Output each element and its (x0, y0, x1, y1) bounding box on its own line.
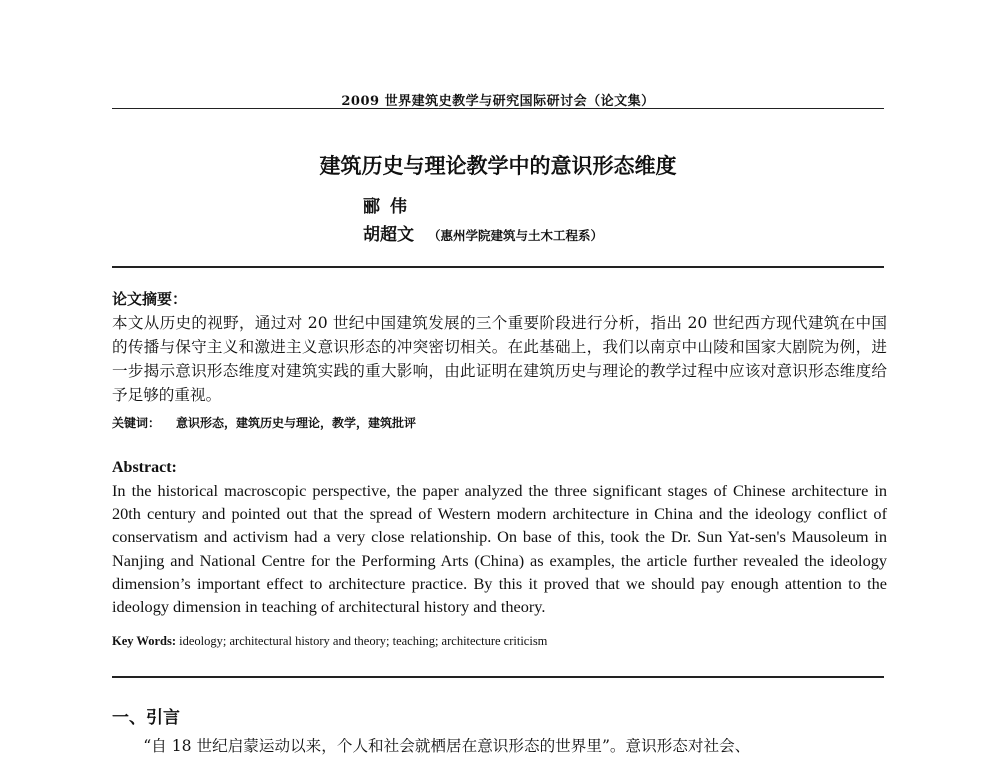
author-first: 郦伟 (363, 197, 417, 217)
title-block-rule (112, 266, 884, 268)
abstract-en-text: In the historical macroscopic perspective, the paper analyzed the three significant stages of Chinese architecture in 20th century and pointed out that the spread of Western modern architecture in China and the ideology conflict of conservatism and activism had a very close relationship. On base of this, took the Dr. Sun Yat-sen's Mausoleum in Nanjing and National Centre for the Performing Arts (China) as examples, the article further revealed the ideology dimension’s important effect to architecture practice. By this it proved that we should pay enough attention to the ideology dimension in teaching of architectural history and theory. (112, 481, 887, 617)
author-second: 胡超文 (363, 225, 414, 245)
abstract-en-label: Abstract: (112, 459, 177, 476)
header-rule (112, 108, 884, 109)
keywords-en-label: Key Words: (112, 634, 177, 648)
running-head: 2009 世界建筑史教学与研究国际研讨会（论文集） (341, 94, 655, 109)
section-heading: 一、引言 (112, 708, 180, 728)
paper-title: 建筑历史与理论教学中的意识形态维度 (319, 153, 677, 178)
keywords-cn (112, 414, 416, 431)
keywords-en-value: ideology; architectural history and theory; teaching; architecture criticism (179, 634, 548, 648)
keywords-cn-label: 关键词： (112, 416, 161, 430)
section-body-first-line: “自 18 世纪启蒙运动以来，个人和社会就栖居在意识形态的世界里”。意识形态对社会、 (143, 737, 751, 755)
author-second-line (363, 220, 603, 245)
abstract-cn-label: 论文摘要： (112, 290, 188, 308)
keywords-cn-value: 意识形态，建筑历史与理论，教学，建筑批评 (176, 416, 417, 430)
abstract-cn-text: 本文从历史的视野，通过对 20 世纪中国建筑发展的三个重要阶段进行分析，指出 20 世纪西方现代建筑在中国的传播与保守主义和激进主义意识形态的冲突密切相关。在此基础上，我们以南京中山陵和国家大剧院为例，进一步揭示意识形态维度对建筑实践的重大影响，由此证明在建筑历史与理论的教学过程中应该对意识形态维度给予足够的重视。 (112, 314, 887, 404)
keywords-en (112, 634, 547, 649)
author-affiliation: （惠州学院建筑与土木工程系） (428, 228, 604, 243)
abstract-end-rule (112, 676, 884, 678)
